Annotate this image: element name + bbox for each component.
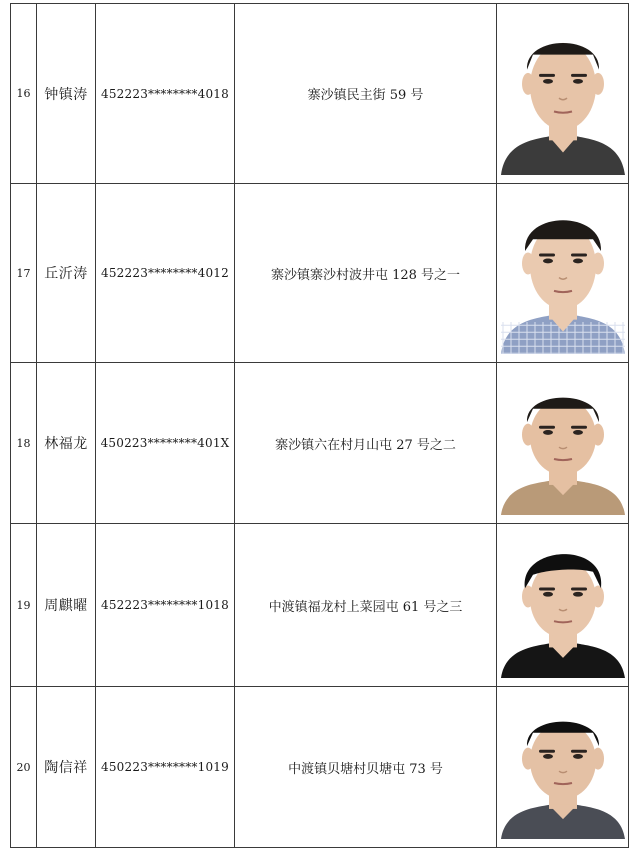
home-address: 寨沙镇寨沙村波井屯 128 号之一 xyxy=(235,184,497,363)
portrait-photo xyxy=(497,524,629,687)
table-row xyxy=(11,184,629,363)
table-row xyxy=(11,524,629,687)
home-address: 中渡镇福龙村上菜园屯 61 号之三 xyxy=(235,524,497,687)
person-portrait-icon xyxy=(497,697,628,839)
portrait-photo xyxy=(497,184,629,363)
person-portrait-icon xyxy=(497,534,628,678)
portrait-image xyxy=(497,4,628,183)
portrait-image xyxy=(497,524,628,686)
portrait-photo xyxy=(497,687,629,848)
row-number: 16 xyxy=(11,4,37,184)
row-number: 20 xyxy=(11,687,37,848)
id-number: 452223********1018 xyxy=(96,524,235,687)
id-number: 450223********401X xyxy=(96,363,235,524)
table-row xyxy=(11,363,629,524)
home-address: 寨沙镇六在村月山屯 27 号之二 xyxy=(235,363,497,524)
person-portrait-icon xyxy=(497,373,628,515)
id-number: 452223********4018 xyxy=(96,4,235,184)
portrait-photo xyxy=(497,363,629,524)
portrait-image xyxy=(497,184,628,362)
person-name: 陶信祥 xyxy=(37,687,96,848)
person-portrait-icon xyxy=(497,14,628,175)
portrait-image xyxy=(497,363,628,523)
portrait-image xyxy=(497,687,628,847)
portrait-photo xyxy=(497,4,629,184)
id-number: 452223********4012 xyxy=(96,184,235,363)
person-portrait-icon xyxy=(497,194,628,354)
table-row xyxy=(11,4,629,184)
person-grid xyxy=(10,3,629,848)
person-name: 周麒曜 xyxy=(37,524,96,687)
person-name: 丘沂涛 xyxy=(37,184,96,363)
row-number: 17 xyxy=(11,184,37,363)
home-address: 中渡镇贝塘村贝塘屯 73 号 xyxy=(235,687,497,848)
id-number: 450223********1019 xyxy=(96,687,235,848)
person-table xyxy=(10,3,629,848)
person-name: 钟镇涛 xyxy=(37,4,96,184)
table-row xyxy=(11,687,629,848)
home-address: 寨沙镇民主街 59 号 xyxy=(235,4,497,184)
row-number: 18 xyxy=(11,363,37,524)
row-number: 19 xyxy=(11,524,37,687)
person-name: 林福龙 xyxy=(37,363,96,524)
